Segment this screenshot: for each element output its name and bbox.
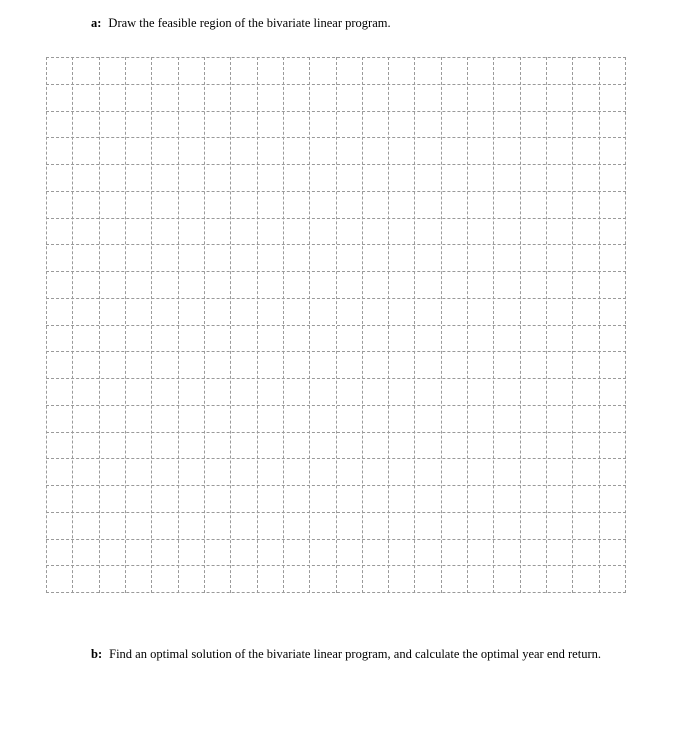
grid-line-vertical — [414, 57, 415, 593]
grid-line-vertical — [599, 57, 600, 593]
grid-line-vertical — [230, 57, 231, 593]
grid-line-vertical — [309, 57, 310, 593]
question-item-a — [91, 14, 651, 33]
grid-line-vertical — [178, 57, 179, 593]
graph-paper-area[interactable] — [46, 57, 626, 593]
grid-line-vertical — [362, 57, 363, 593]
question-item-b — [91, 645, 637, 664]
grid-line-vertical — [441, 57, 442, 593]
question-a-text: Draw the feasible region of the bivariate linear program. — [108, 16, 391, 30]
grid-line-vertical — [520, 57, 521, 593]
grid-line-vertical — [467, 57, 468, 593]
grid-line-vertical — [46, 57, 47, 593]
grid-line-vertical — [572, 57, 573, 593]
question-a-label: a: — [91, 16, 102, 30]
question-b-text: Find an optimal solution of the bivariate linear program, and calculate the optimal year end return. — [109, 647, 601, 661]
grid-line-vertical — [336, 57, 337, 593]
grid-line-vertical — [204, 57, 205, 593]
grid-line-vertical — [546, 57, 547, 593]
grid-line-vertical — [125, 57, 126, 593]
grid-line-vertical — [151, 57, 152, 593]
grid-vertical-lines — [46, 57, 626, 593]
grid-line-vertical — [388, 57, 389, 593]
grid-line-vertical — [99, 57, 100, 593]
grid-line-vertical — [257, 57, 258, 593]
grid-line-vertical — [283, 57, 284, 593]
question-b-label: b: — [91, 647, 103, 661]
grid-line-vertical — [72, 57, 73, 593]
grid-line-vertical — [625, 57, 626, 593]
grid-line-vertical — [493, 57, 494, 593]
